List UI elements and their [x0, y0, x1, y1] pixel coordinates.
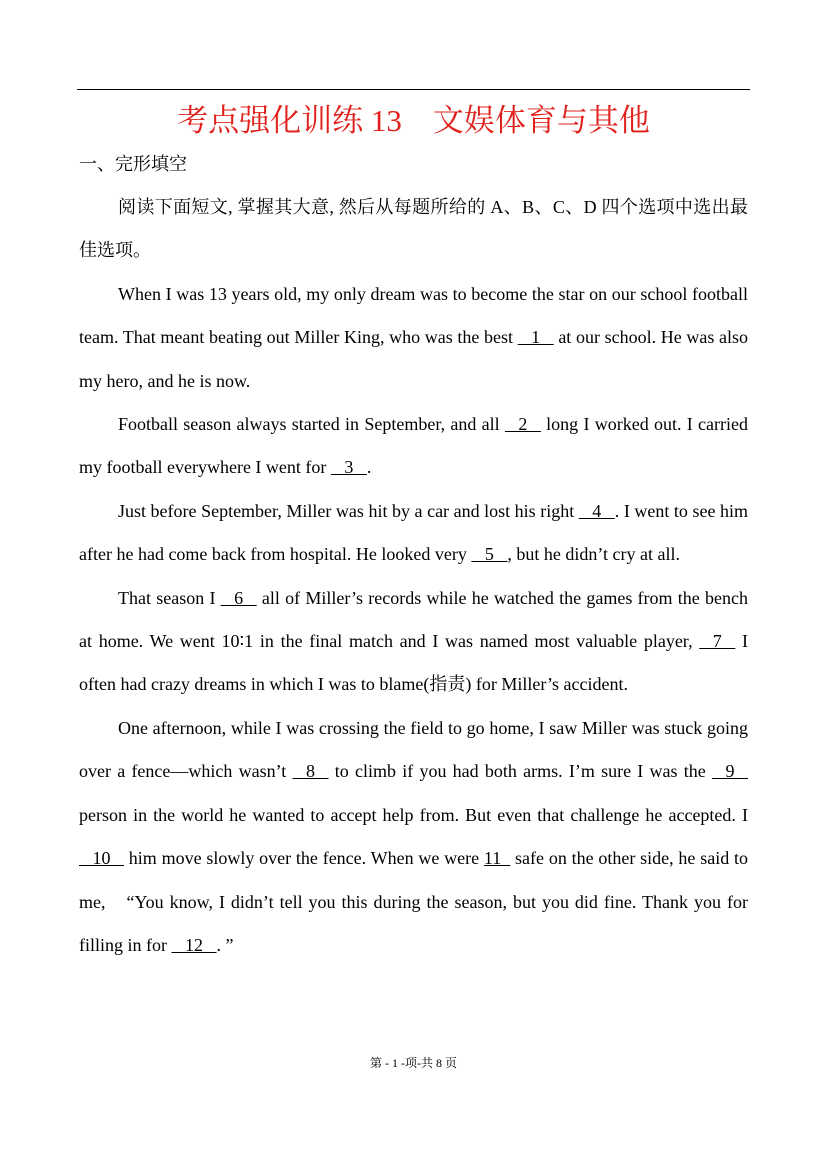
- passage-paragraph-5: [79, 707, 748, 967]
- blank-2: 2: [504, 414, 541, 435]
- blank-7: 7: [699, 631, 736, 652]
- passage-text: One afternoon, while I was crossing the field to go home, I saw Miller was stuck going over a fence—which wasn’t: [79, 717, 748, 782]
- passage-text: That season I: [118, 587, 221, 608]
- top-rule: [77, 89, 750, 90]
- passage-text: at our school. He was also my hero, and he is now.: [79, 327, 748, 391]
- passage-text: to climb if you had both arms. I’m sure I was the: [328, 761, 712, 782]
- passage-text: Just before September, Miller was hit by a car and lost his right: [118, 500, 579, 521]
- passage-paragraph-4: [79, 577, 748, 707]
- blank-3: 3: [330, 457, 367, 478]
- page-footer: 第 - 1 -项-共 8 页: [370, 1056, 457, 1070]
- blank-11: 11: [483, 848, 511, 869]
- passage-paragraph-2: [79, 403, 748, 490]
- blank-5: 5: [471, 544, 508, 565]
- passage-paragraph-1: [79, 273, 748, 403]
- document-body: [79, 186, 748, 967]
- passage-text: .: [366, 457, 372, 478]
- passage-paragraph-3: [79, 490, 748, 577]
- passage-text: . ”: [216, 934, 234, 955]
- blank-9: 9: [712, 761, 748, 782]
- instruction-paragraph: 阅读下面短文, 掌握其大意, 然后从每题所给的 A、B、C、D 四个选项中选出最佳选项。: [79, 197, 748, 261]
- blank-4: 4: [578, 500, 615, 521]
- passage-text: him move slowly over the fence. When we were: [124, 848, 484, 869]
- blank-6: 6: [220, 587, 257, 608]
- section-heading: 一、完形填空: [79, 154, 187, 174]
- passage-text: Football season always started in September, and all: [118, 414, 505, 435]
- blank-8: 8: [292, 761, 329, 782]
- blank-10: 10: [79, 848, 124, 869]
- passage-text: . I went to see him after he had come back from hospital. He looked very: [79, 500, 748, 565]
- passage-text: all of Miller’s records while he watched the games from the bench at home. We went 10∶1 in the final match and I was named most valuable player,: [79, 587, 748, 652]
- passage-text: I often had crazy dreams in which I was to blame(指责) for Miller’s accident.: [79, 631, 748, 695]
- passage-text: , but he didn’t cry at all.: [507, 544, 680, 565]
- passage-text: long I worked out. I carried my football everywhere I went for: [79, 414, 748, 478]
- page-title: 考点强化训练 13 文娱体育与其他: [177, 103, 650, 138]
- blank-1: 1: [517, 327, 554, 348]
- passage-text: safe on the other side, he said to me, “You know, I didn’t tell you this during the season, but you did fine. Thank you for filling in for: [79, 848, 748, 955]
- blank-12: 12: [171, 934, 217, 955]
- passage-text: When I was 13 years old, my only dream was to become the star on our school football team. That meant beating out Miller King, who was the best: [79, 283, 748, 348]
- passage-text: person in the world he wanted to accept help from. But even that challenge he accepted. I: [79, 804, 748, 825]
